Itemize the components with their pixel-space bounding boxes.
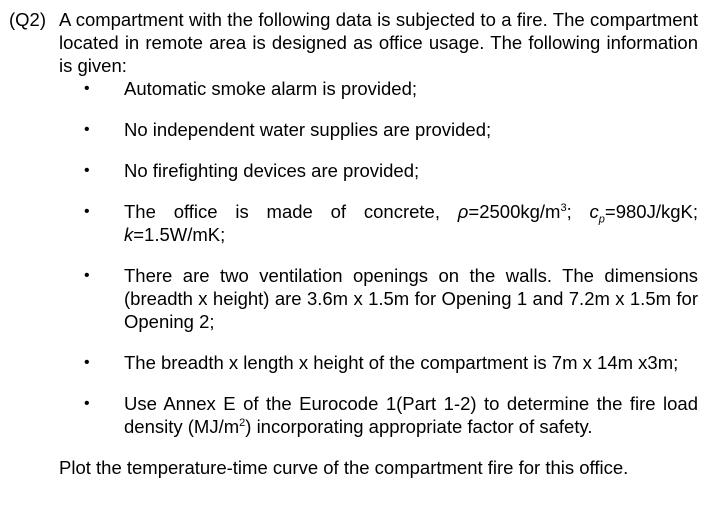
bullet-icon: •	[84, 121, 90, 138]
annex-tail: ) incorporating appropriate factor of safety.	[245, 416, 593, 437]
question-intro: A compartment with the following data is subjected to a fire. The compartment located in remote area is designed as office usage. The following information is given:	[59, 9, 698, 76]
conductivity-value: =1.5W/mK;	[133, 224, 226, 245]
bullet-icon: •	[84, 395, 90, 412]
density-value: =2500kg/m	[468, 201, 561, 222]
bullet-icon: •	[84, 80, 90, 97]
item-text: Automatic smoke alarm is provided;	[124, 78, 418, 99]
list-item-ventilation-openings	[84, 264, 698, 333]
annex-lead: Use Annex E of the Eurocode 1(Part 1-2) to determine the fire load density (MJ/m	[124, 393, 698, 437]
specific-heat-symbol: c	[589, 201, 599, 222]
list-item-water-supply	[84, 118, 698, 141]
item-text: There are two ventilation openings on the walls. The dimensions (breadth x height) are 3.6m x 1.5m for Opening 1 and 7.2m x 1.5m for Opening 2;	[124, 265, 698, 332]
question-number: (Q2)	[9, 9, 46, 30]
closing-instruction: Plot the temperature-time curve of the compartment fire for this office.	[59, 457, 629, 478]
bullet-icon: •	[84, 267, 90, 284]
list-item-firefighting-devices	[84, 159, 698, 182]
item-text: The breadth x length x height of the compartment is 7m x 14m x3m;	[124, 352, 679, 373]
specific-heat-value: =980J/kgK;	[604, 201, 698, 222]
density-symbol: ρ	[457, 201, 469, 222]
separator: ;	[566, 201, 590, 222]
density-exponent: 3	[560, 201, 567, 214]
conductivity-symbol: k	[124, 224, 134, 245]
question-header	[9, 8, 698, 77]
concrete-lead: The office is made of concrete,	[124, 201, 458, 222]
given-information-list	[9, 77, 698, 438]
item-text: No firefighting devices are provided;	[124, 160, 420, 181]
list-item-fire-load-density	[84, 392, 698, 438]
bullet-icon: •	[84, 354, 90, 371]
list-item-smoke-alarm	[84, 77, 698, 100]
bullet-icon: •	[84, 162, 90, 179]
item-text: No independent water supplies are provided;	[124, 119, 492, 140]
item-text	[124, 200, 698, 246]
specific-heat-subscript: p	[598, 213, 605, 226]
area-exponent: 2	[239, 416, 246, 429]
bullet-icon: •	[84, 203, 90, 220]
item-text	[124, 392, 698, 438]
list-item-concrete-properties	[84, 200, 698, 246]
list-item-compartment-dimensions	[84, 351, 698, 374]
